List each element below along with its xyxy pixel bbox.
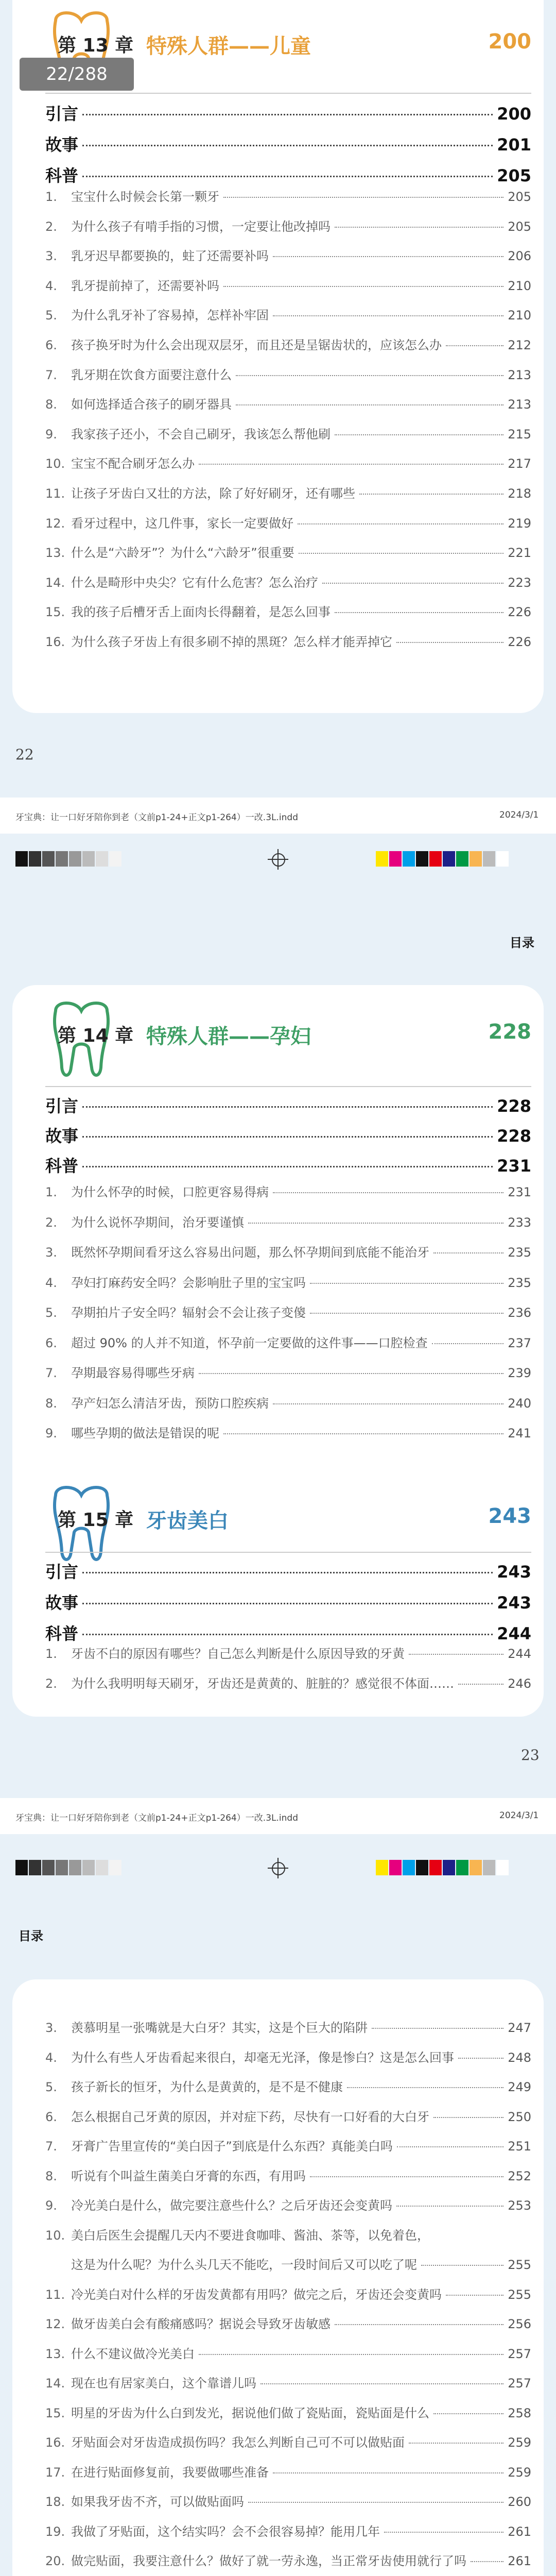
leader-dots bbox=[236, 375, 503, 376]
toc-entry-page: 243 bbox=[497, 1593, 531, 1613]
divider bbox=[45, 93, 531, 94]
registration-mark bbox=[268, 849, 288, 870]
toc-item-page: 219 bbox=[508, 516, 531, 531]
toc-item-title: 这是为什么呢？为什么头几天不能吃，一段时间后又可以吃了呢 bbox=[71, 2258, 417, 2272]
toc-item-title: 为什么说怀孕期间，治牙要谨慎 bbox=[71, 1215, 244, 1230]
toc-item-page: 213 bbox=[508, 397, 531, 412]
toc-item-entry[interactable] bbox=[45, 2432, 531, 2451]
toc-item-number: 14. bbox=[45, 575, 65, 590]
toc-item-page: 205 bbox=[508, 190, 531, 204]
toc-item-number: 4. bbox=[45, 2050, 57, 2065]
chapter-14-title: 特殊人群——孕妇 bbox=[146, 1025, 311, 1048]
divider bbox=[45, 1552, 531, 1553]
toc-card-continued bbox=[12, 1979, 544, 2576]
leader-dots bbox=[471, 2561, 503, 2562]
toc-item-page: 236 bbox=[508, 1306, 531, 1320]
toc-item-entry[interactable] bbox=[45, 483, 531, 502]
toc-item-entry[interactable] bbox=[45, 2077, 531, 2095]
toc-item-title: 孕产妇怎么清洁牙齿，预防口腔疾病 bbox=[71, 1396, 269, 1411]
toc-item-title: 什么是畸形中央尖？它有什么危害？怎么治疗 bbox=[71, 575, 318, 590]
toc-item-number: 5. bbox=[45, 308, 57, 323]
toc-item-title: 我做了牙贴面，这个结实吗？会不会很容易掉？能用几年 bbox=[71, 2524, 380, 2539]
toc-card-chapter-13 bbox=[12, 0, 544, 713]
toc-item-title: 做牙齿美白会有酸痛感吗？据说会导致牙齿敏感 bbox=[71, 2317, 331, 2331]
leader-dots bbox=[273, 256, 503, 257]
leader-dots bbox=[335, 612, 503, 613]
leader-dots bbox=[458, 1684, 503, 1685]
toc-item-page: 244 bbox=[508, 1647, 531, 1661]
toc-item-title: 宝宝不配合刷牙怎么办 bbox=[71, 456, 195, 471]
toc-item-title: 我的孩子后槽牙舌上面肉长得翻着，是怎么回事 bbox=[71, 605, 331, 620]
toc-item-entry[interactable] bbox=[45, 1673, 531, 1692]
toc-item-title: 为什么怀孕的时候，口腔更容易得病 bbox=[71, 1185, 269, 1199]
toc-item-page: 258 bbox=[508, 2405, 531, 2420]
chapter-14-label: 第 14 章 bbox=[58, 1025, 134, 1046]
toc-item-number: 20. bbox=[45, 2554, 65, 2568]
toc-entry-page: 201 bbox=[497, 135, 531, 155]
toc-item-entry[interactable] bbox=[45, 216, 531, 235]
toc-item-number: 16. bbox=[45, 2435, 65, 2450]
toc-item-page: 218 bbox=[508, 486, 531, 501]
leader-dots bbox=[310, 1283, 503, 1284]
toc-item-title: 牙膏广告里宣传的“美白因子”到底是什么东西？真能美白吗 bbox=[71, 2139, 393, 2154]
toc-item-page: 212 bbox=[508, 338, 531, 352]
toc-item-number: 4. bbox=[45, 278, 57, 293]
toc-item-title: 宝宝什么时候会长第一颗牙 bbox=[71, 190, 219, 204]
toc-item-number: 1. bbox=[45, 1647, 57, 1661]
toc-item-entry[interactable] bbox=[45, 335, 531, 353]
toc-major-entry[interactable] bbox=[45, 101, 531, 124]
toc-item-title: 为什么有些人牙齿看起来很白，却毫无光泽，像是惨白？这是怎么回事 bbox=[71, 2050, 454, 2065]
toc-item-title: 孕期拍片子安全吗？辐射会不会让孩子变傻 bbox=[71, 1306, 306, 1320]
toc-item-number: 11. bbox=[45, 2287, 65, 2302]
leader-dots bbox=[199, 464, 503, 465]
toc-label-top: 目录 bbox=[510, 936, 534, 950]
toc-item-number: 2. bbox=[45, 1215, 57, 1230]
toc-item-number: 2. bbox=[45, 219, 57, 234]
leader-dots bbox=[372, 2028, 503, 2029]
toc-item-page: 240 bbox=[508, 1396, 531, 1411]
leader-dots bbox=[335, 2324, 503, 2325]
toc-item-title: 做完贴面，我要注意什么？做好了就一劳永逸，当正常牙齿使用就行了吗 bbox=[71, 2554, 466, 2568]
toc-item-page: 217 bbox=[508, 456, 531, 471]
toc-item-number: 1. bbox=[45, 190, 57, 204]
toc-entry-page: 231 bbox=[497, 1156, 531, 1176]
leader-dots bbox=[433, 2117, 503, 2118]
toc-item-entry[interactable] bbox=[45, 246, 531, 264]
toc-item-title: 乳牙期在饮食方面要注意什么 bbox=[71, 367, 232, 382]
toc-item-number: 8. bbox=[45, 1396, 57, 1411]
toc-item-number: 7. bbox=[45, 2139, 57, 2154]
leader-dots bbox=[199, 2354, 503, 2355]
toc-item-entry[interactable] bbox=[45, 2136, 531, 2155]
toc-entry-page: 200 bbox=[497, 104, 531, 124]
toc-item-page: 226 bbox=[508, 635, 531, 649]
toc-item-page: 235 bbox=[508, 1275, 531, 1290]
toc-entry-page: 228 bbox=[497, 1126, 531, 1146]
toc-major-entry[interactable] bbox=[45, 1621, 531, 1643]
leader-dots bbox=[432, 1343, 504, 1344]
toc-item-entry[interactable] bbox=[71, 2255, 531, 2273]
toc-entry-page: 228 bbox=[497, 1096, 531, 1116]
toc-item-entry[interactable] bbox=[45, 602, 531, 620]
toc-item-page: 257 bbox=[508, 2376, 531, 2391]
leader-dots bbox=[396, 2206, 503, 2207]
toc-item-page: 255 bbox=[508, 2258, 531, 2272]
toc-item-page: 250 bbox=[508, 2109, 531, 2124]
chapter-15-title: 牙齿美白 bbox=[146, 1509, 229, 1533]
toc-entry-title: 故事 bbox=[45, 1126, 79, 1146]
chapter-14-header bbox=[45, 1001, 531, 1057]
toc-entry-title: 引言 bbox=[45, 1562, 79, 1582]
toc-entry-page: 243 bbox=[497, 1562, 531, 1582]
toc-item-number: 5. bbox=[45, 2080, 57, 2094]
leader-dots bbox=[273, 1192, 503, 1193]
toc-item-title: 美白后医生会提醒几天内不要进食咖啡、酱油、茶等，以免着色， bbox=[71, 2228, 429, 2243]
toc-item-number: 15. bbox=[45, 605, 65, 620]
toc-item-title: 我家孩子还小，不会自己刷牙，我该怎么帮他刷 bbox=[71, 427, 331, 442]
toc-item-entry[interactable] bbox=[45, 572, 531, 591]
leader-dots bbox=[433, 2413, 503, 2414]
toc-item-title: 让孩子牙齿白又壮的方法，除了好好刷牙，还有哪些 bbox=[71, 486, 355, 501]
toc-item-number: 4. bbox=[45, 1275, 57, 1290]
leader-dots bbox=[359, 494, 503, 495]
toc-item-entry[interactable] bbox=[45, 187, 531, 205]
toc-item-title: 听说有个叫益生菌美白牙膏的东西，有用吗 bbox=[71, 2168, 306, 2183]
toc-item-page: 256 bbox=[508, 2317, 531, 2331]
toc-item-page: 239 bbox=[508, 1366, 531, 1380]
toc-item-page: 261 bbox=[508, 2524, 531, 2539]
toc-item-page: 237 bbox=[508, 1335, 531, 1350]
leader-dots bbox=[82, 1136, 493, 1138]
chapter-13-page: 200 bbox=[488, 30, 531, 54]
toc-item-number: 11. bbox=[45, 486, 65, 501]
toc-item-page: 249 bbox=[508, 2080, 531, 2094]
toc-item-entry[interactable] bbox=[45, 1423, 531, 1442]
chapter-14-page: 228 bbox=[488, 1020, 531, 1044]
toc-item-title: 牙齿不白的原因有哪些？自己怎么判断是什么原因导致的牙黄 bbox=[71, 1647, 405, 1661]
toc-item-entry[interactable] bbox=[45, 2314, 531, 2332]
leader-dots bbox=[82, 1634, 493, 1635]
leader-dots bbox=[273, 315, 503, 316]
toc-item-entry[interactable] bbox=[45, 2107, 531, 2125]
toc-item-title: 冷光美白是什么，做完要注意些什么？之后牙齿还会变黄吗 bbox=[71, 2198, 392, 2213]
chapter-13-label: 第 13 章 bbox=[58, 35, 134, 56]
toc-item-entry[interactable] bbox=[45, 1182, 531, 1200]
toc-item-number: 10. bbox=[45, 2228, 65, 2243]
toc-item-page: 226 bbox=[508, 605, 531, 620]
toc-item-title: 为什么孩子有啃手指的习惯，一定要让他改掉吗 bbox=[71, 219, 331, 234]
toc-item-page: 231 bbox=[508, 1185, 531, 1199]
toc-item-entry[interactable] bbox=[45, 2047, 531, 2066]
cmyk-color-bar bbox=[376, 1860, 510, 1875]
leader-dots bbox=[82, 1166, 493, 1167]
toc-item-entry[interactable] bbox=[45, 2225, 531, 2244]
toc-item-entry[interactable] bbox=[45, 424, 531, 443]
toc-item-entry[interactable] bbox=[45, 2403, 531, 2421]
toc-label-bottom: 目录 bbox=[19, 1929, 43, 1943]
leader-dots bbox=[335, 227, 503, 228]
toc-major-entry[interactable] bbox=[45, 1590, 531, 1613]
toc-item-entry[interactable] bbox=[45, 1643, 531, 1662]
leader-dots bbox=[248, 1223, 503, 1224]
toc-item-title: 孕期最容易得哪些牙病 bbox=[71, 1366, 195, 1380]
divider bbox=[45, 1086, 531, 1087]
toc-item-number: 19. bbox=[45, 2524, 65, 2539]
toc-item-number: 3. bbox=[45, 1245, 57, 1260]
leader-dots bbox=[82, 114, 493, 115]
toc-item-page: 247 bbox=[508, 2021, 531, 2035]
chapter-15-page: 243 bbox=[488, 1504, 531, 1528]
toc-entry-title: 引言 bbox=[45, 1096, 79, 1116]
leader-dots bbox=[260, 2383, 503, 2384]
toc-item-entry[interactable] bbox=[45, 305, 531, 324]
toc-item-number: 9. bbox=[45, 2198, 57, 2213]
toc-item-entry[interactable] bbox=[45, 2373, 531, 2392]
toc-item-title: 在进行贴面修复前，我要做哪些准备 bbox=[71, 2465, 269, 2480]
toc-item-number: 6. bbox=[45, 338, 57, 352]
toc-item-entry[interactable] bbox=[45, 365, 531, 383]
toc-major-entry[interactable] bbox=[45, 1093, 531, 1116]
toc-item-page: 206 bbox=[508, 249, 531, 264]
toc-major-entry[interactable] bbox=[45, 1123, 531, 1146]
toc-item-page: 213 bbox=[508, 367, 531, 382]
toc-item-entry[interactable] bbox=[45, 2344, 531, 2362]
chapter-13-title: 特殊人群——儿童 bbox=[146, 35, 311, 58]
toc-item-entry[interactable] bbox=[45, 1363, 531, 1381]
leader-dots bbox=[335, 434, 503, 435]
toc-entry-title: 故事 bbox=[45, 135, 79, 155]
toc-major-entry[interactable] bbox=[45, 1559, 531, 1582]
toc-item-page: 257 bbox=[508, 2346, 531, 2361]
toc-item-number: 9. bbox=[45, 1426, 57, 1440]
toc-item-number: 3. bbox=[45, 2021, 57, 2035]
chapter-15-label: 第 15 章 bbox=[58, 1510, 134, 1531]
toc-item-entry[interactable] bbox=[45, 2284, 531, 2303]
toc-item-title: 超过 90% 的人并不知道，怀孕前一定要做的这件事——口腔检查 bbox=[71, 1335, 428, 1350]
toc-item-page: 210 bbox=[508, 278, 531, 293]
toc-item-title: 如果我牙齿不齐，可以做贴面吗 bbox=[71, 2495, 244, 2509]
gray-color-bar bbox=[15, 1860, 123, 1875]
leader-dots bbox=[384, 2532, 503, 2533]
leader-dots bbox=[82, 1106, 493, 1108]
toc-entry-title: 科普 bbox=[45, 1156, 79, 1176]
toc-item-page: 235 bbox=[508, 1245, 531, 1260]
toc-item-title: 孩子新长的恒牙，为什么是黄黄的，是不是不健康 bbox=[71, 2080, 343, 2094]
toc-item-entry[interactable] bbox=[45, 513, 531, 532]
toc-item-number: 15. bbox=[45, 2405, 65, 2420]
cmyk-color-bar bbox=[376, 851, 510, 867]
toc-item-page: 210 bbox=[508, 308, 531, 323]
toc-item-number: 7. bbox=[45, 367, 57, 382]
toc-item-number: 5. bbox=[45, 1306, 57, 1320]
leader-dots bbox=[82, 1572, 493, 1573]
leader-dots bbox=[236, 404, 503, 405]
leader-dots bbox=[397, 2146, 503, 2147]
leader-dots bbox=[421, 2265, 503, 2266]
toc-entry-title: 故事 bbox=[45, 1593, 79, 1613]
toc-item-entry[interactable] bbox=[45, 1212, 531, 1231]
toc-card-chapter-14-15 bbox=[12, 985, 544, 1717]
toc-item-entry[interactable] bbox=[45, 632, 531, 650]
leader-dots bbox=[409, 1654, 503, 1655]
leader-dots bbox=[299, 553, 503, 554]
toc-item-page: 248 bbox=[508, 2050, 531, 2065]
leader-dots bbox=[199, 1373, 503, 1374]
page-number-22: 22 bbox=[15, 746, 34, 763]
toc-item-number: 12. bbox=[45, 2317, 65, 2331]
toc-item-page: 253 bbox=[508, 2198, 531, 2213]
toc-major-entry[interactable] bbox=[45, 163, 531, 185]
print-date: 2024/3/1 bbox=[499, 810, 539, 820]
chapter-15-header bbox=[45, 1485, 531, 1541]
leader-dots bbox=[446, 2295, 503, 2296]
toc-item-page: 233 bbox=[508, 1215, 531, 1230]
leader-dots bbox=[310, 2176, 503, 2177]
toc-item-page: 261 bbox=[508, 2554, 531, 2568]
print-info-bar bbox=[0, 1798, 556, 1834]
toc-item-entry[interactable] bbox=[45, 1333, 531, 1351]
toc-item-number: 6. bbox=[45, 2109, 57, 2124]
leader-dots bbox=[223, 286, 503, 287]
toc-item-number: 18. bbox=[45, 2495, 65, 2509]
toc-item-title: 如何选择适合孩子的刷牙器具 bbox=[71, 397, 232, 412]
toc-item-title: 怎么根据自己牙黄的原因，并对症下药，尽快有一口好看的大白牙 bbox=[71, 2109, 429, 2124]
toc-item-number: 10. bbox=[45, 456, 65, 471]
toc-item-number: 8. bbox=[45, 397, 57, 412]
leader-dots bbox=[446, 345, 503, 346]
toc-item-entry[interactable] bbox=[45, 2018, 531, 2036]
leader-dots bbox=[273, 1403, 503, 1404]
toc-item-page: 259 bbox=[508, 2465, 531, 2480]
toc-item-number: 12. bbox=[45, 516, 65, 531]
toc-item-title: 明星的牙齿为什么白到发光，据说他们做了瓷贴面，瓷贴面是什么 bbox=[71, 2405, 429, 2420]
leader-dots bbox=[458, 2058, 503, 2059]
leader-dots bbox=[310, 1313, 503, 1314]
toc-item-page: 241 bbox=[508, 1426, 531, 1440]
toc-item-number: 16. bbox=[45, 635, 65, 649]
toc-item-page: 221 bbox=[508, 546, 531, 561]
toc-item-entry[interactable] bbox=[45, 1302, 531, 1321]
toc-item-number: 8. bbox=[45, 2168, 57, 2183]
toc-item-number: 7. bbox=[45, 1366, 57, 1380]
print-date: 2024/3/1 bbox=[499, 1810, 539, 1821]
toc-item-page: 205 bbox=[508, 219, 531, 234]
toc-item-number: 1. bbox=[45, 1185, 57, 1199]
toc-item-number: 13. bbox=[45, 546, 65, 561]
toc-item-title: 哪些孕期的做法是错误的呢 bbox=[71, 1426, 219, 1440]
leader-dots bbox=[273, 2472, 503, 2473]
toc-item-title: 乳牙提前掉了，还需要补吗 bbox=[71, 278, 219, 293]
leader-dots bbox=[298, 523, 503, 524]
leader-dots bbox=[223, 197, 503, 198]
toc-item-title: 牙贴面会对牙齿造成损伤吗？我怎么判断自己可不可以做贴面 bbox=[71, 2435, 405, 2450]
toc-major-entry[interactable] bbox=[45, 132, 531, 155]
toc-item-title: 乳牙迟早都要换的，蛀了还需要补吗 bbox=[71, 249, 269, 264]
toc-item-title: 现在也有居家美白，这个靠谱儿吗 bbox=[71, 2376, 256, 2391]
toc-major-entry[interactable] bbox=[45, 1153, 531, 1176]
toc-item-page: 255 bbox=[508, 2287, 531, 2302]
toc-item-page: 215 bbox=[508, 427, 531, 442]
toc-item-number: 9. bbox=[45, 427, 57, 442]
toc-item-entry[interactable] bbox=[45, 2551, 531, 2569]
toc-item-title: 孕妇打麻药安全吗？会影响肚子里的宝宝吗 bbox=[71, 1275, 306, 1290]
toc-item-number: 3. bbox=[45, 249, 57, 264]
toc-item-title: 为什么乳牙补了容易掉，怎样补牢固 bbox=[71, 308, 269, 323]
page-number-23: 23 bbox=[521, 1747, 540, 1764]
registration-mark bbox=[268, 1858, 288, 1878]
leader-dots bbox=[82, 1603, 493, 1604]
leader-dots bbox=[82, 145, 493, 146]
toc-item-number: 6. bbox=[45, 1335, 57, 1350]
toc-item-entry[interactable] bbox=[45, 1273, 531, 1291]
leader-dots bbox=[347, 2087, 503, 2088]
toc-item-page: 259 bbox=[508, 2435, 531, 2450]
toc-item-number: 14. bbox=[45, 2376, 65, 2391]
leader-dots bbox=[82, 176, 493, 177]
page-indicator-badge: 22/288 bbox=[20, 58, 134, 91]
print-info-bar bbox=[0, 798, 556, 834]
toc-item-title: 为什么孩子牙齿上有很多刷不掉的黑斑？怎么样才能弄掉它 bbox=[71, 635, 392, 649]
toc-item-entry[interactable] bbox=[45, 2492, 531, 2510]
toc-item-title: 为什么我明明每天刷牙，牙齿还是黄黄的、脏脏的？感觉很不体面…… bbox=[71, 1676, 454, 1691]
toc-item-number: 17. bbox=[45, 2465, 65, 2480]
print-file-name: 牙宝典：让一口好牙陪你到老（文前p1-24+正文p1-264）一改.3L.indd bbox=[15, 1813, 298, 1823]
toc-item-title: 羡慕明星一张嘴就是大白牙？其实，这是个巨大的陷阱 bbox=[71, 2021, 368, 2035]
toc-item-entry[interactable] bbox=[45, 2166, 531, 2184]
toc-item-number: 13. bbox=[45, 2346, 65, 2361]
toc-item-title: 什么不建议做冷光美白 bbox=[71, 2346, 195, 2361]
leader-dots bbox=[433, 1252, 503, 1253]
leader-dots bbox=[396, 642, 503, 643]
toc-item-title: 冷光美白对什么样的牙齿发黄都有用吗？做完之后，牙齿还会变黄吗 bbox=[71, 2287, 442, 2302]
toc-item-page: 246 bbox=[508, 1676, 531, 1691]
toc-item-entry[interactable] bbox=[45, 394, 531, 413]
toc-entry-page: 244 bbox=[497, 1624, 531, 1643]
toc-item-entry[interactable] bbox=[45, 543, 531, 561]
toc-entry-title: 科普 bbox=[45, 166, 79, 185]
leader-dots bbox=[409, 2443, 503, 2444]
toc-item-page: 252 bbox=[508, 2168, 531, 2183]
toc-item-entry[interactable] bbox=[45, 2521, 531, 2540]
toc-item-entry[interactable] bbox=[45, 453, 531, 472]
toc-item-page: 223 bbox=[508, 575, 531, 590]
gray-color-bar bbox=[15, 851, 123, 867]
toc-entry-title: 科普 bbox=[45, 1624, 79, 1643]
toc-item-title: 看牙过程中，这几件事，家长一定要做好 bbox=[71, 516, 293, 531]
leader-dots bbox=[248, 2502, 503, 2503]
toc-item-title: 孩子换牙时为什么会出现双层牙，而且还是呈锯齿状的，应该怎么办 bbox=[71, 338, 442, 352]
toc-item-entry[interactable] bbox=[45, 1242, 531, 1261]
toc-item-entry[interactable] bbox=[45, 276, 531, 294]
toc-item-page: 251 bbox=[508, 2139, 531, 2154]
toc-item-entry[interactable] bbox=[45, 1393, 531, 1412]
toc-item-entry[interactable] bbox=[45, 2195, 531, 2214]
toc-entry-title: 引言 bbox=[45, 104, 79, 124]
toc-item-number: 2. bbox=[45, 1676, 57, 1691]
toc-entry-page: 205 bbox=[497, 166, 531, 185]
leader-dots bbox=[322, 583, 503, 584]
toc-item-page: 260 bbox=[508, 2495, 531, 2509]
toc-item-title: 什么是“六龄牙”？为什么“六龄牙”很重要 bbox=[71, 546, 294, 561]
print-file-name: 牙宝典：让一口好牙陪你到老（文前p1-24+正文p1-264）一改.3L.indd bbox=[15, 812, 298, 823]
toc-item-title: 既然怀孕期间看牙这么容易出问题，那么怀孕期间到底能不能治牙 bbox=[71, 1245, 429, 1260]
toc-item-entry[interactable] bbox=[45, 2462, 531, 2481]
leader-dots bbox=[223, 1433, 503, 1434]
